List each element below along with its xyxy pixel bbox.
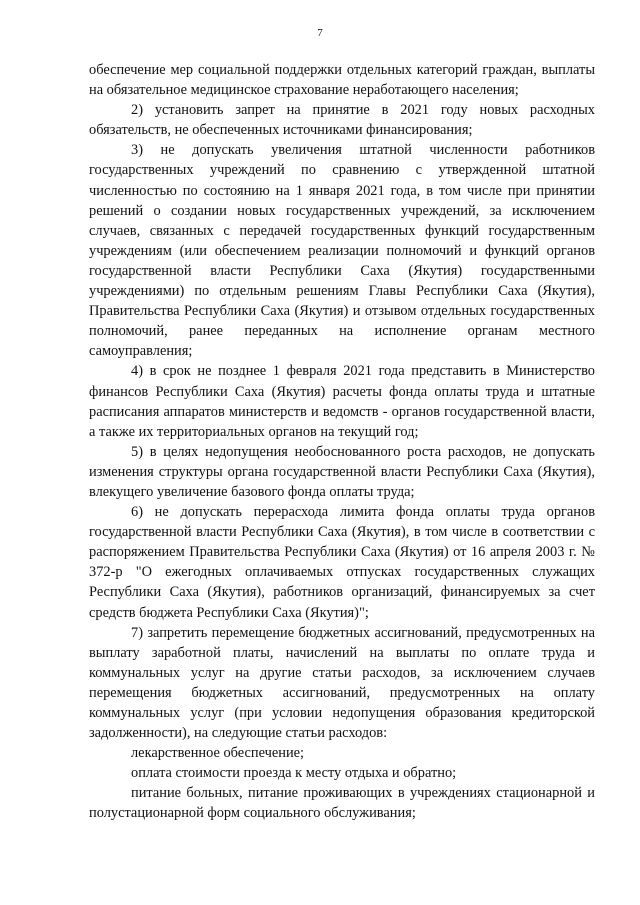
paragraph: обеспечение мер социальной поддержки отдельных категорий граждан, выплаты на обязательное медицинское страхование неработающего населения; bbox=[89, 62, 595, 99]
page-number: 7 bbox=[317, 27, 323, 39]
paragraph: 3) не допускать увеличения штатной численности работников государственных учреждений по сравнению с утвержденной штатной численностью по состоянию на 1 января 2021 года, в том числе при принятии решений о создании новых государственных учреждений, за исключением случаев, связанных с передачей государственных функций государственным учреждениям (или обеспечением реализации полномочий и функций органов государственной власти Республики Саха (Якутия) государственными учреждениями) по отдельным решениям Главы Республики Саха (Якутия), Правительства Республики Саха (Якутия) и отзывом отдельных государственных полномочий, ранее переданных на исполнение органам местного самоуправления; bbox=[89, 142, 595, 360]
paragraph: питание больных, питание проживающих в учреждениях стационарной и полустационарной форм социального обслуживания; bbox=[89, 785, 595, 822]
paragraph: 7) запретить перемещение бюджетных ассигнований, предусмотренных на выплату заработной платы, начислений на выплаты по оплате труда и коммунальных услуг на другие статьи расходов, за исключением случаев перемещения бюджетных ассигнований, предусмотренных на оплату коммунальных услуг (при условии недопущения образования кредиторской задолженности), на следующие статьи расходов: bbox=[89, 624, 595, 742]
paragraph: 4) в срок не позднее 1 февраля 2021 года представить в Министерство финансов Республики Саха (Якутия) расчеты фонда оплаты труда и штатные расписания аппаратов министерств и ведомств - органов государственной власти, а также их территориальных органов на текущий год; bbox=[89, 363, 595, 440]
paragraph: 6) не допускать перерасхода лимита фонда оплаты труда органов государственной власти Республики Саха (Якутия), в том числе в соответствии с распоряжением Правительства Республики Саха (Якутия) от 16 апреля 2003 г. № 372-р "О ежегодных оплачиваемых отпусках государственных служащих Республики Саха (Якутия), работников организаций, финансируемых за счет средств бюджета Республики Саха (Якутия)"; bbox=[89, 504, 595, 621]
paragraph: 2) установить запрет на принятие в 2021 году новых расходных обязательств, не обеспеченных источниками финансирования; bbox=[89, 102, 595, 139]
document-body bbox=[89, 60, 595, 824]
paragraph: лекарственное обеспечение; bbox=[131, 745, 305, 762]
paragraph: оплата стоимости проезда к месту отдыха и обратно; bbox=[131, 765, 457, 782]
paragraph: 5) в целях недопущения необоснованного роста расходов, не допускать изменения структуры органа государственной власти Республики Саха (Якутия), влекущего увеличение базового фонда оплаты труда; bbox=[89, 443, 595, 500]
